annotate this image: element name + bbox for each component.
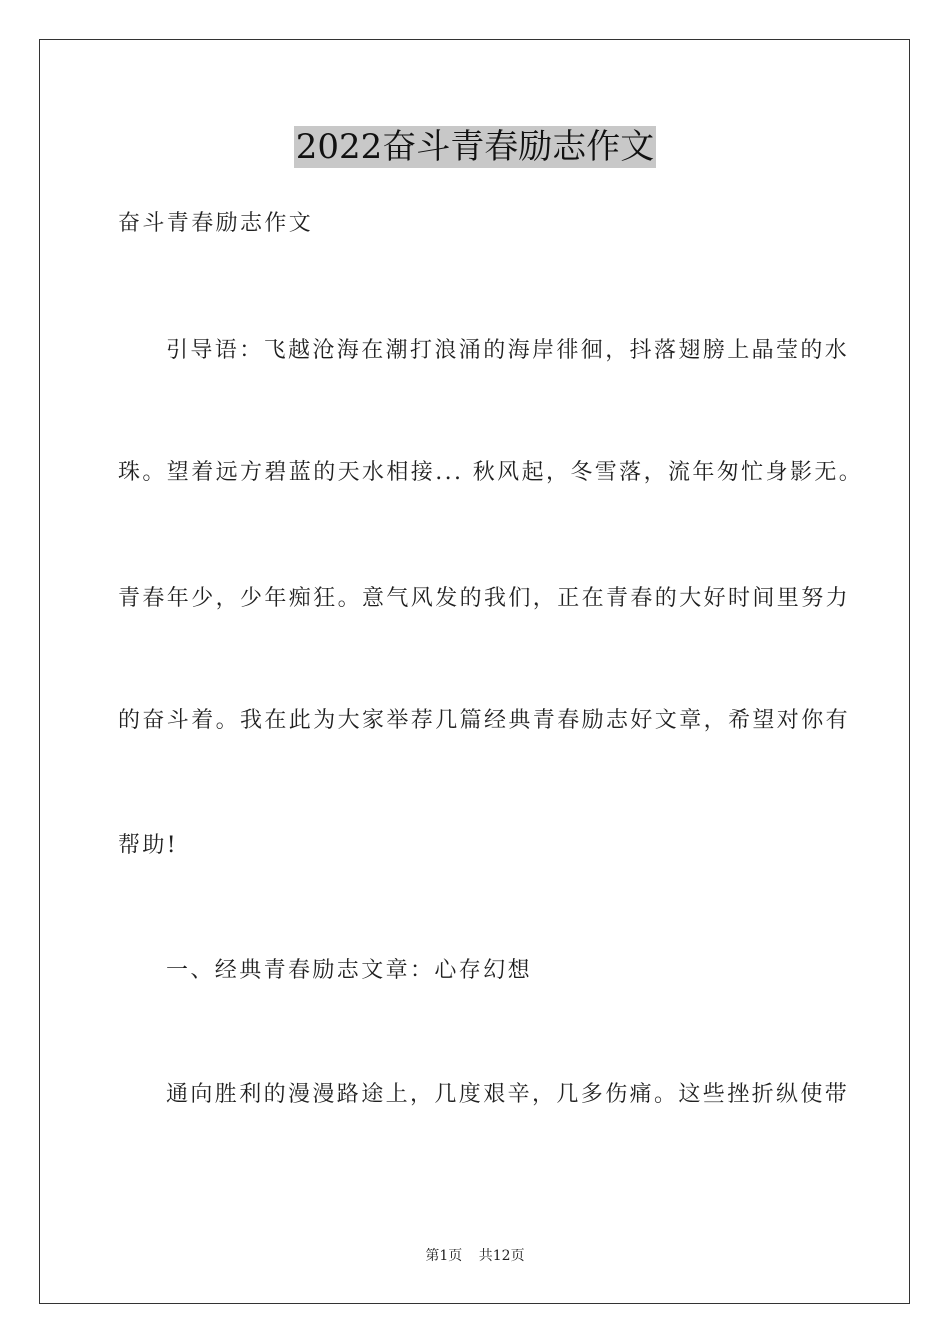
title-container [0, 126, 950, 168]
document-title: 2022奋斗青春励志作文 [295, 127, 655, 167]
section-heading: 一、经典青春励志文章：心存幻想 [166, 958, 533, 983]
paragraph-line: 帮助! [118, 833, 179, 858]
page-footer [0, 1246, 950, 1266]
page-number: 第1页 [425, 1248, 463, 1264]
paragraph-line: 青春年少，少年痴狂。意气风发的我们，正在青春的大好时间里努力 [118, 586, 851, 611]
paragraph-line: 的奋斗着。我在此为大家举荐几篇经典青春励志好文章，希望对你有 [118, 708, 851, 733]
paragraph-line: 引导语：飞越沧海在潮打浪涌的海岸徘徊，抖落翅膀上晶莹的水 [166, 338, 850, 363]
page-total: 共12页 [478, 1248, 525, 1264]
document-subtitle: 奋斗青春励志作文 [118, 211, 314, 236]
paragraph-line: 珠。望着远方碧蓝的天水相接... 秋风起，冬雪落，流年匆忙身影无。 [118, 460, 864, 485]
paragraph-line: 通向胜利的漫漫路途上，几度艰辛，几多伤痛。这些挫折纵使带 [166, 1082, 850, 1107]
